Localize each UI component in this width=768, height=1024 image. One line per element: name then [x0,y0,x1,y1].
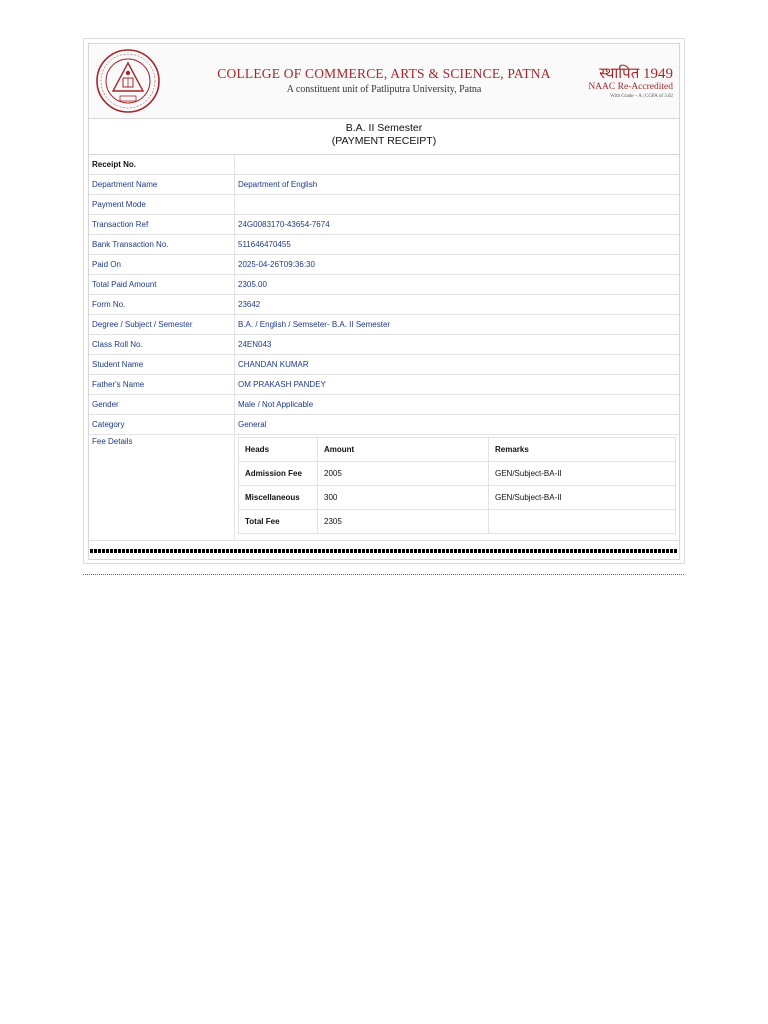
college-name: COLLEGE OF COMMERCE, ARTS & SCIENCE, PATNA [217,66,551,81]
fee-details-cell [235,435,680,541]
table-row [89,375,679,395]
fee-details-label: Fee Details [89,435,235,541]
table-row [89,295,679,315]
fee-head: Admission Fee [239,462,318,486]
table-row [89,195,679,215]
table-row [89,335,679,355]
father-name-label: Father's Name [89,375,235,395]
table-row [89,415,679,435]
table-row [89,175,679,195]
fee-remarks [489,510,676,534]
bank-transaction-label: Bank Transaction No. [89,235,235,255]
transaction-ref-value: 24G0083170-43654-7674 [235,215,680,235]
naac-text: NAAC Re-Accredited [588,82,673,92]
department-label: Department Name [89,175,235,195]
fee-details-table [238,437,676,534]
degree-value: B.A. / English / Semseter- B.A. II Semester [235,315,680,335]
table-row [89,395,679,415]
fee-total-row [239,510,676,534]
semester-title: B.A. II Semester [345,122,423,134]
category-label: Category [89,415,235,435]
table-row [89,155,679,175]
student-name-value: CHANDAN KUMAR [235,355,680,375]
receipt-title [89,119,679,155]
form-no-value: 23642 [235,295,680,315]
bank-transaction-value: 511646470455 [235,235,680,255]
receipt-header [89,44,679,119]
fee-head: Miscellaneous [239,486,318,510]
fee-amount: 2305 [318,510,489,534]
page-bottom-dotted-divider [83,574,685,575]
department-value: Department of English [235,175,680,195]
table-row [89,315,679,335]
father-name-value: OM PRAKASH PANDEY [235,375,680,395]
table-row [89,435,679,541]
table-row [89,255,679,275]
table-row [89,235,679,255]
class-roll-value: 24EN043 [235,335,680,355]
class-roll-label: Class Roll No. [89,335,235,355]
table-row [89,355,679,375]
fee-header-amount: Amount [318,438,489,462]
fee-amount: 300 [318,486,489,510]
payment-mode-value [235,195,680,215]
fee-header-heads: Heads [239,438,318,462]
fee-header-remarks: Remarks [489,438,676,462]
transaction-ref-label: Transaction Ref [89,215,235,235]
fee-remarks: GEN/Subject-BA-II [489,462,676,486]
fee-amount: 2005 [318,462,489,486]
payment-receipt [88,43,680,560]
gender-label: Gender [89,395,235,415]
paid-on-label: Paid On [89,255,235,275]
fee-row [239,462,676,486]
receipt-type-title: (PAYMENT RECEIPT) [331,135,437,147]
estd-year: स्थापित 1949 [599,66,673,82]
fee-header-row [239,438,676,462]
fee-row [239,486,676,510]
receipt-no-label: Receipt No. [89,155,235,175]
naac-grade: With Grade – A | CGPA of 3.02 [610,94,673,99]
fee-remarks: GEN/Subject-BA-II [489,486,676,510]
category-value: General [235,415,680,435]
fee-head: Total Fee [239,510,318,534]
student-name-label: Student Name [89,355,235,375]
receipt-info-table [89,155,679,541]
payment-mode-label: Payment Mode [89,195,235,215]
page-frame [83,38,685,564]
paid-on-value: 2025-04-26T09:36:30 [235,255,680,275]
total-paid-label: Total Paid Amount [89,275,235,295]
form-no-label: Form No. [89,295,235,315]
gender-value: Male / Not Applicable [235,395,680,415]
total-paid-value: 2305.00 [235,275,680,295]
table-row [89,275,679,295]
table-row [89,215,679,235]
cut-line-divider [90,549,678,553]
college-subtitle: A constituent unit of Patliputra University, Patna [286,84,482,95]
degree-label: Degree / Subject / Semester [89,315,235,335]
estd-block [573,66,673,100]
receipt-no-value [235,155,680,175]
